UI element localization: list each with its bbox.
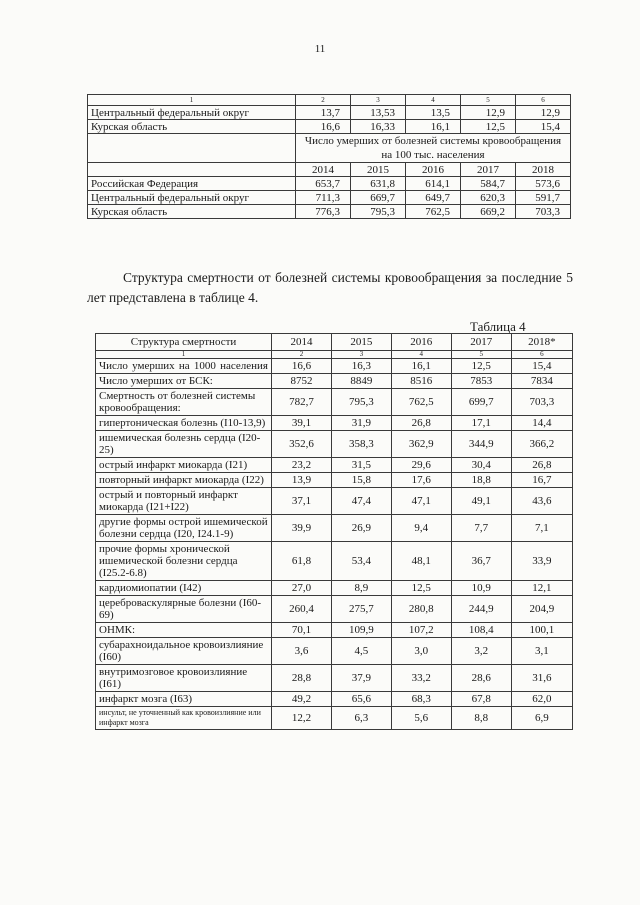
- row-label: ишемическая болезнь сердца (I20-25): [96, 431, 272, 458]
- row-label: острый и повторный инфаркт миокарда (I21+I22): [96, 488, 272, 515]
- row-label: Смертность от болезней системы кровообращения:: [96, 389, 272, 416]
- column-index: 3: [331, 351, 391, 359]
- cell-value: 12,2: [272, 707, 332, 730]
- cell-value: 30,4: [451, 458, 511, 473]
- column-header: 2017: [451, 334, 511, 351]
- cell-value: 12,5: [451, 359, 511, 374]
- cell-value: 39,9: [272, 515, 332, 542]
- cell-value: 26,8: [511, 458, 572, 473]
- column-index: 5: [451, 351, 511, 359]
- column-index: 1: [88, 95, 296, 106]
- mortality-rate-table: [87, 94, 571, 219]
- cell-value: 13,7: [296, 106, 351, 120]
- cell-value: 70,1: [272, 623, 332, 638]
- cell-value: 65,6: [331, 692, 391, 707]
- row-label: прочие формы хронической ишемической болезни сердца (I25.2-6.8): [96, 542, 272, 581]
- cell-value: 795,3: [331, 389, 391, 416]
- year-header: 2016: [405, 163, 460, 177]
- cell-value: 109,9: [331, 623, 391, 638]
- cell-value: 12,5: [460, 120, 515, 134]
- cell-value: 16,3: [331, 359, 391, 374]
- cell-value: 352,6: [272, 431, 332, 458]
- cell-value: 36,7: [451, 542, 511, 581]
- cell-value: 703,3: [511, 389, 572, 416]
- cell-value: 703,3: [515, 205, 570, 219]
- empty-cell: [88, 134, 296, 163]
- cell-value: 762,5: [405, 205, 460, 219]
- cell-value: 711,3: [296, 191, 351, 205]
- row-label: Центральный федеральный округ: [88, 191, 296, 205]
- year-header: 2015: [350, 163, 405, 177]
- column-header: Структура смертности: [96, 334, 272, 351]
- cell-value: 366,2: [511, 431, 572, 458]
- year-header: 2017: [460, 163, 515, 177]
- cell-value: 47,1: [391, 488, 451, 515]
- row-label: цереброваскулярные болезни (I60-69): [96, 596, 272, 623]
- cell-value: 13,9: [272, 473, 332, 488]
- body-paragraph: Структура смертности от болезней системы кровообращения за последние 5 лет представлена в таблице 4.: [87, 269, 573, 305]
- cell-value: 31,5: [331, 458, 391, 473]
- cell-value: 591,7: [515, 191, 570, 205]
- cell-value: 31,9: [331, 416, 391, 431]
- cell-value: 16,6: [272, 359, 332, 374]
- cell-value: 49,1: [451, 488, 511, 515]
- cell-value: 584,7: [460, 177, 515, 191]
- table-row: [96, 692, 573, 707]
- cell-value: 37,9: [331, 665, 391, 692]
- cell-value: 669,2: [460, 205, 515, 219]
- row-label: Число умерших от БСК:: [96, 374, 272, 389]
- table-row: [88, 106, 571, 120]
- table-row: [96, 596, 573, 623]
- table-row: [96, 488, 573, 515]
- year-row: [88, 163, 571, 177]
- cell-value: 16,1: [405, 120, 460, 134]
- row-label: инсульт, не уточненный как кровоизлияние или инфаркт мозга: [96, 707, 272, 730]
- column-header: 2016: [391, 334, 451, 351]
- column-index: 1: [96, 351, 272, 359]
- cell-value: 762,5: [391, 389, 451, 416]
- column-index: 6: [511, 351, 572, 359]
- cell-value: 653,7: [296, 177, 351, 191]
- cell-value: 62,0: [511, 692, 572, 707]
- cell-value: 669,7: [350, 191, 405, 205]
- column-header: 2018*: [511, 334, 572, 351]
- table-header-row: [96, 334, 573, 351]
- table-row: [88, 205, 571, 219]
- cell-value: 4,5: [331, 638, 391, 665]
- cell-value: 699,7: [451, 389, 511, 416]
- column-index: 5: [460, 95, 515, 106]
- cell-value: 244,9: [451, 596, 511, 623]
- row-label: повторный инфаркт миокарда (I22): [96, 473, 272, 488]
- row-label: Курская область: [88, 205, 296, 219]
- cell-value: 17,1: [451, 416, 511, 431]
- cell-value: 8,8: [451, 707, 511, 730]
- cell-value: 49,2: [272, 692, 332, 707]
- cell-value: 7853: [451, 374, 511, 389]
- cell-value: 9,4: [391, 515, 451, 542]
- table-row: [96, 581, 573, 596]
- column-header: 2015: [331, 334, 391, 351]
- cell-value: 43,6: [511, 488, 572, 515]
- cell-value: 8849: [331, 374, 391, 389]
- cell-value: 15,4: [515, 120, 570, 134]
- cell-value: 100,1: [511, 623, 572, 638]
- cell-value: 26,9: [331, 515, 391, 542]
- table-row: [96, 374, 573, 389]
- year-header: 2014: [296, 163, 351, 177]
- row-label: Курская область: [88, 120, 296, 134]
- cell-value: 7,7: [451, 515, 511, 542]
- cell-value: 53,4: [331, 542, 391, 581]
- cell-value: 12,9: [460, 106, 515, 120]
- cell-value: 8516: [391, 374, 451, 389]
- cell-value: 61,8: [272, 542, 332, 581]
- table-row: [96, 638, 573, 665]
- cell-value: 33,9: [511, 542, 572, 581]
- cell-value: 782,7: [272, 389, 332, 416]
- column-index-row: [88, 95, 571, 106]
- cell-value: 68,3: [391, 692, 451, 707]
- cell-value: 3,2: [451, 638, 511, 665]
- cell-value: 107,2: [391, 623, 451, 638]
- cell-value: 67,8: [451, 692, 511, 707]
- cell-value: 204,9: [511, 596, 572, 623]
- row-label: Российская Федерация: [88, 177, 296, 191]
- cell-value: 5,6: [391, 707, 451, 730]
- table-row: [96, 623, 573, 638]
- cell-value: 358,3: [331, 431, 391, 458]
- table-row: [96, 473, 573, 488]
- cell-value: 15,8: [331, 473, 391, 488]
- cell-value: 15,4: [511, 359, 572, 374]
- cell-value: 275,7: [331, 596, 391, 623]
- cell-value: 649,7: [405, 191, 460, 205]
- cell-value: 620,3: [460, 191, 515, 205]
- table-row: [96, 542, 573, 581]
- cell-value: 8,9: [331, 581, 391, 596]
- cell-value: 12,1: [511, 581, 572, 596]
- table-row: [96, 665, 573, 692]
- column-index: 4: [391, 351, 451, 359]
- cell-value: 3,0: [391, 638, 451, 665]
- cell-value: 7834: [511, 374, 572, 389]
- cell-value: 344,9: [451, 431, 511, 458]
- table-row: [88, 120, 571, 134]
- column-header: 2014: [272, 334, 332, 351]
- table-row: [96, 458, 573, 473]
- row-label: внутримозговое кровоизлияние (I61): [96, 665, 272, 692]
- row-label: инфаркт мозга (I63): [96, 692, 272, 707]
- cell-value: 16,6: [296, 120, 351, 134]
- cell-value: 28,8: [272, 665, 332, 692]
- cell-value: 31,6: [511, 665, 572, 692]
- cell-value: 14,4: [511, 416, 572, 431]
- row-label: ОНМК:: [96, 623, 272, 638]
- cell-value: 48,1: [391, 542, 451, 581]
- table-subheader: Число умерших от болезней системы кровообращения на 100 тыс. населения: [296, 134, 571, 163]
- cell-value: 23,2: [272, 458, 332, 473]
- table-row: [96, 431, 573, 458]
- cell-value: 3,6: [272, 638, 332, 665]
- cell-value: 3,1: [511, 638, 572, 665]
- row-label: кардиомиопатии (I42): [96, 581, 272, 596]
- table-caption: Таблица 4: [470, 319, 526, 334]
- cell-value: 12,9: [515, 106, 570, 120]
- cell-value: 17,6: [391, 473, 451, 488]
- cell-value: 614,1: [405, 177, 460, 191]
- table-row: [96, 416, 573, 431]
- cell-value: 631,8: [350, 177, 405, 191]
- cell-value: 260,4: [272, 596, 332, 623]
- row-label: острый инфаркт миокарда (I21): [96, 458, 272, 473]
- cell-value: 27,0: [272, 581, 332, 596]
- mortality-structure-table: [95, 333, 573, 730]
- cell-value: 39,1: [272, 416, 332, 431]
- cell-value: 6,3: [331, 707, 391, 730]
- page-number: 11: [314, 43, 326, 55]
- cell-value: 29,6: [391, 458, 451, 473]
- cell-value: 13,5: [405, 106, 460, 120]
- cell-value: 18,8: [451, 473, 511, 488]
- cell-value: 33,2: [391, 665, 451, 692]
- cell-value: 37,1: [272, 488, 332, 515]
- cell-value: 8752: [272, 374, 332, 389]
- cell-value: 16,7: [511, 473, 572, 488]
- row-label: субарахноидальное кровоизлияние (I60): [96, 638, 272, 665]
- table-row: [96, 707, 573, 730]
- table-row: [96, 389, 573, 416]
- column-index: 3: [350, 95, 405, 106]
- table-row: [96, 515, 573, 542]
- cell-value: 108,4: [451, 623, 511, 638]
- column-index: 2: [296, 95, 351, 106]
- row-label: гипертоническая болезнь (I10-13,9): [96, 416, 272, 431]
- cell-value: 7,1: [511, 515, 572, 542]
- cell-value: 13,53: [350, 106, 405, 120]
- cell-value: 28,6: [451, 665, 511, 692]
- cell-value: 362,9: [391, 431, 451, 458]
- row-label: другие формы острой ишемической болезни сердца (I20, I24.1-9): [96, 515, 272, 542]
- column-index: 4: [405, 95, 460, 106]
- column-index: 6: [515, 95, 570, 106]
- cell-value: 26,8: [391, 416, 451, 431]
- column-index-row: [96, 351, 573, 359]
- cell-value: 573,6: [515, 177, 570, 191]
- cell-value: 280,8: [391, 596, 451, 623]
- cell-value: 6,9: [511, 707, 572, 730]
- cell-value: 16,33: [350, 120, 405, 134]
- table-row: [96, 359, 573, 374]
- cell-value: 10,9: [451, 581, 511, 596]
- cell-value: 47,4: [331, 488, 391, 515]
- cell-value: 795,3: [350, 205, 405, 219]
- cell-value: 12,5: [391, 581, 451, 596]
- row-label: Центральный федеральный округ: [88, 106, 296, 120]
- subheader-row: [88, 134, 571, 163]
- column-index: 2: [272, 351, 332, 359]
- year-header: 2018: [515, 163, 570, 177]
- cell-value: 16,1: [391, 359, 451, 374]
- table-row: [88, 177, 571, 191]
- empty-cell: [88, 163, 296, 177]
- table-row: [88, 191, 571, 205]
- row-label: Число умерших на 1000 населения: [96, 359, 272, 374]
- cell-value: 776,3: [296, 205, 351, 219]
